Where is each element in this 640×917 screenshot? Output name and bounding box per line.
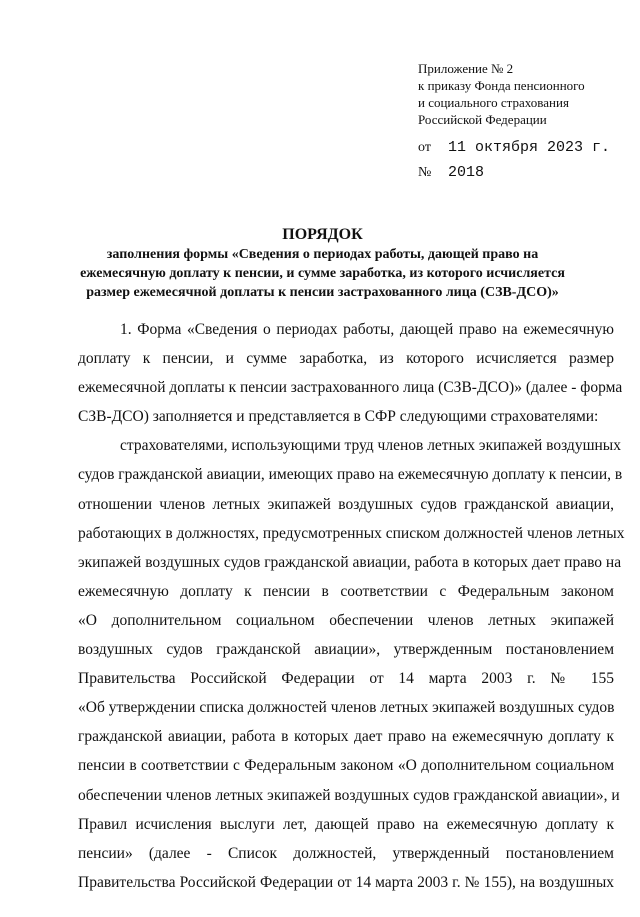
document-body xyxy=(78,315,625,897)
text-line: пенсии» (далее - Список должностей, утвержденный постановлением xyxy=(78,844,614,862)
order-date-block xyxy=(418,135,610,185)
date-label: от xyxy=(418,140,431,155)
text-line: «Об утверждении списка должностей членов летных экипажей воздушных судов xyxy=(78,699,615,717)
appendix-line: и социального страхования xyxy=(418,95,569,110)
paragraph-2 xyxy=(78,431,625,897)
title-subtitle xyxy=(80,245,565,302)
title-main: ПОРЯДОК xyxy=(282,226,363,243)
order-number-row xyxy=(418,160,610,185)
text-line: отношении членов летных экипажей воздушных судов гражданской авиации, xyxy=(78,495,614,513)
document-title xyxy=(80,224,565,302)
text-line: Правительства Российской Федерации от 14 марта 2003 г. № 155), на воздушных xyxy=(78,873,614,891)
text-line: обеспечении членов летных экипажей воздушных судов гражданской авиации», и xyxy=(78,786,620,804)
text-line: пенсии в соответствии с Федеральным законом «О дополнительном социальном xyxy=(78,757,614,775)
text-line: судов гражданской авиации, имеющих право на ежемесячную доплату к пенсии, в xyxy=(78,466,623,484)
order-date: 11 октября 2023 г. xyxy=(448,139,611,156)
title-subtitle-line: ежемесячную доплату к пенсии, и сумме заработка, из которого исчисляется xyxy=(80,266,565,281)
text-line: гражданской авиации, работа в которых дает право на ежемесячную доплату к xyxy=(78,728,614,746)
text-line: экипажей воздушных судов гражданской авиации, работа в которых дает право на xyxy=(78,553,622,571)
text-line: ежемесячной доплаты к пенсии застрахованного лица (СЗВ-ДСО)» (далее - форма xyxy=(78,379,623,397)
title-subtitle-line: заполнения формы «Сведения о периодах работы, дающей право на xyxy=(106,247,539,262)
number-label: № xyxy=(418,165,432,180)
text-line: работающих в должностях, предусмотренных списком должностей членов летных xyxy=(78,524,625,542)
text-line: доплату к пенсии, и сумме заработка, из которого исчисляется размер xyxy=(78,350,614,368)
paragraph-1 xyxy=(78,315,623,431)
title-subtitle-line: размер ежемесячной доплаты к пенсии застрахованного лица (СЗВ-ДСО)» xyxy=(86,285,559,300)
appendix-line: к приказу Фонда пенсионного xyxy=(418,78,585,93)
text-line: 1. Форма «Сведения о периодах работы, дающей право на ежемесячную xyxy=(120,321,614,338)
appendix-line: Российской Федерации xyxy=(418,112,547,127)
appendix-line: Приложение № 2 xyxy=(418,61,514,76)
text-line: ежемесячную доплату к пенсии в соответствии с Федеральным законом xyxy=(78,582,614,600)
text-line: Правил исчисления выслуги лет, дающей право на ежемесячную доплату к xyxy=(78,815,614,833)
order-number: 2018 xyxy=(448,164,485,181)
text-line: СЗВ-ДСО) заполняется и представляется в СФР следующими страхователями: xyxy=(78,408,599,426)
text-line: воздушных судов гражданской авиации», утвержденным постановлением xyxy=(78,641,614,659)
text-line: Правительства Российской Федерации от 14 марта 2003 г. № 155 xyxy=(78,670,614,688)
order-date-row xyxy=(418,135,610,160)
text-line: «О дополнительном социальном обеспечении членов летных экипажей xyxy=(78,611,614,629)
text-line: страхователями, использующими труд членов летных экипажей воздушных xyxy=(120,437,621,455)
appendix-header xyxy=(418,60,585,128)
